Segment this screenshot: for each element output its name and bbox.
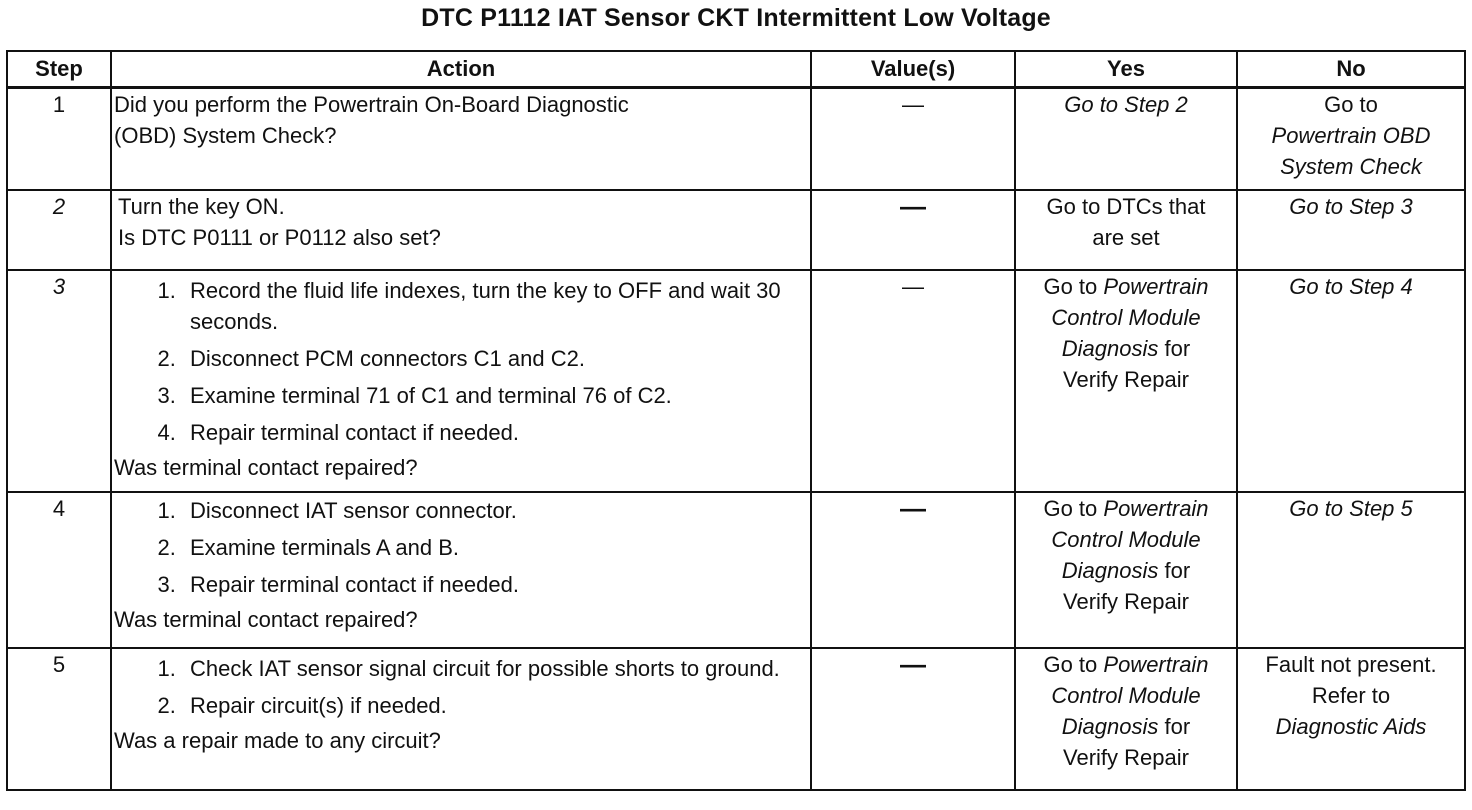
no-goto-link[interactable]: Diagnostic Aids xyxy=(1275,713,1427,739)
value-cell: — xyxy=(811,190,1015,270)
no-goto-link[interactable]: Go to Step 4 xyxy=(1289,273,1413,299)
yes-cell xyxy=(1015,190,1237,270)
action-cell xyxy=(111,270,811,492)
action-cell xyxy=(111,492,811,648)
list-item: 4. Repair terminal contact if needed. xyxy=(182,417,804,452)
step-number: 5 xyxy=(7,648,111,790)
no-goto-link[interactable]: Go to Step 3 xyxy=(1289,193,1413,219)
no-goto-link[interactable]: Go to Step 5 xyxy=(1289,495,1413,521)
no-goto-link[interactable]: Powertrain OBD xyxy=(1271,123,1431,148)
yes-cell: Go to Powertrain Control Module Diagnosis for Verify Repair xyxy=(1015,270,1237,492)
step-number: 2 xyxy=(7,190,111,270)
yes-goto-link[interactable]: Powertrain xyxy=(1103,273,1209,299)
list-item: 3. Repair terminal contact if needed. xyxy=(182,569,804,604)
yes-cell: Go to Powertrain Control Module Diagnosis for Verify Repair xyxy=(1015,492,1237,648)
yes-goto-link[interactable]: Diagnosis xyxy=(1061,557,1159,583)
step-number: 3 xyxy=(7,270,111,492)
list-item: 1. Check IAT sensor signal circuit for possible shorts to ground. xyxy=(182,653,804,690)
step-number: 4 xyxy=(7,492,111,648)
table-row xyxy=(7,492,1465,648)
yes-goto-link[interactable]: Diagnosis xyxy=(1061,713,1159,739)
step-number: 1 xyxy=(7,88,111,190)
table-row xyxy=(7,88,1465,190)
action-steps-list xyxy=(114,275,804,452)
yes-goto-link[interactable]: are set xyxy=(1092,224,1160,250)
no-cell xyxy=(1237,270,1465,492)
no-cell xyxy=(1237,492,1465,648)
action-question: Was terminal contact repaired? xyxy=(114,454,418,480)
action-cell xyxy=(111,648,811,790)
yes-goto-link[interactable]: Control Module xyxy=(1051,304,1201,330)
no-goto-link[interactable]: System Check xyxy=(1280,154,1422,179)
header-step: Step xyxy=(7,51,111,88)
list-item: 3. Examine terminal 71 of C1 and terminal 76 of C2. xyxy=(182,380,804,417)
list-item: 2. Disconnect PCM connectors C1 and C2. xyxy=(182,343,804,380)
list-item: 1. Record the fluid life indexes, turn the key to OFF and wait 30 seconds. xyxy=(182,275,804,343)
action-text: Turn the key ON. xyxy=(118,193,285,219)
no-cell: Fault not present. Refer to Diagnostic Aids xyxy=(1237,648,1465,790)
value-cell: — xyxy=(811,270,1015,492)
table-row xyxy=(7,648,1465,790)
table-row xyxy=(7,190,1465,270)
value-cell: — xyxy=(811,88,1015,190)
yes-goto-link[interactable]: Diagnosis xyxy=(1061,335,1159,361)
yes-goto-link[interactable]: Control Module xyxy=(1051,682,1201,708)
diagnostic-table xyxy=(6,50,1466,791)
yes-goto-link[interactable]: Powertrain xyxy=(1103,495,1209,521)
yes-goto-link[interactable]: Powertrain xyxy=(1103,651,1209,677)
yes-goto-link[interactable]: Go to Step 2 xyxy=(1064,92,1188,117)
action-text: Did you perform the Powertrain On-Board Diagnostic xyxy=(114,92,629,117)
yes-cell: Go to Powertrain Control Module Diagnosis for Verify Repair xyxy=(1015,648,1237,790)
value-cell: — xyxy=(811,492,1015,648)
action-steps-list xyxy=(114,495,804,604)
header-yes: Yes xyxy=(1015,51,1237,88)
yes-cell xyxy=(1015,88,1237,190)
table-row xyxy=(7,270,1465,492)
action-question: Was terminal contact repaired? xyxy=(114,606,418,632)
header-values: Value(s) xyxy=(811,51,1015,88)
list-item: 2. Examine terminals A and B. xyxy=(182,532,804,569)
header-no: No xyxy=(1237,51,1465,88)
action-cell xyxy=(111,190,811,270)
action-steps-list xyxy=(114,653,804,725)
action-text: Is DTC P0111 or P0112 also set? xyxy=(118,224,441,250)
action-question: Was a repair made to any circuit? xyxy=(114,727,441,753)
yes-goto-link[interactable]: Go to DTCs that xyxy=(1046,193,1206,219)
action-text: (OBD) System Check? xyxy=(114,123,337,148)
page-title: DTC P1112 IAT Sensor CKT Intermittent Low Voltage xyxy=(421,4,1051,32)
list-item: 2. Repair circuit(s) if needed. xyxy=(182,690,804,725)
no-cell: Go to Powertrain OBD System Check xyxy=(1237,88,1465,190)
header-action: Action xyxy=(111,51,811,88)
yes-goto-link[interactable]: Control Module xyxy=(1051,526,1201,552)
value-cell: — xyxy=(811,648,1015,790)
table-header-row xyxy=(7,51,1465,88)
no-cell xyxy=(1237,190,1465,270)
action-cell xyxy=(111,88,811,190)
list-item: 1. Disconnect IAT sensor connector. xyxy=(182,495,804,532)
